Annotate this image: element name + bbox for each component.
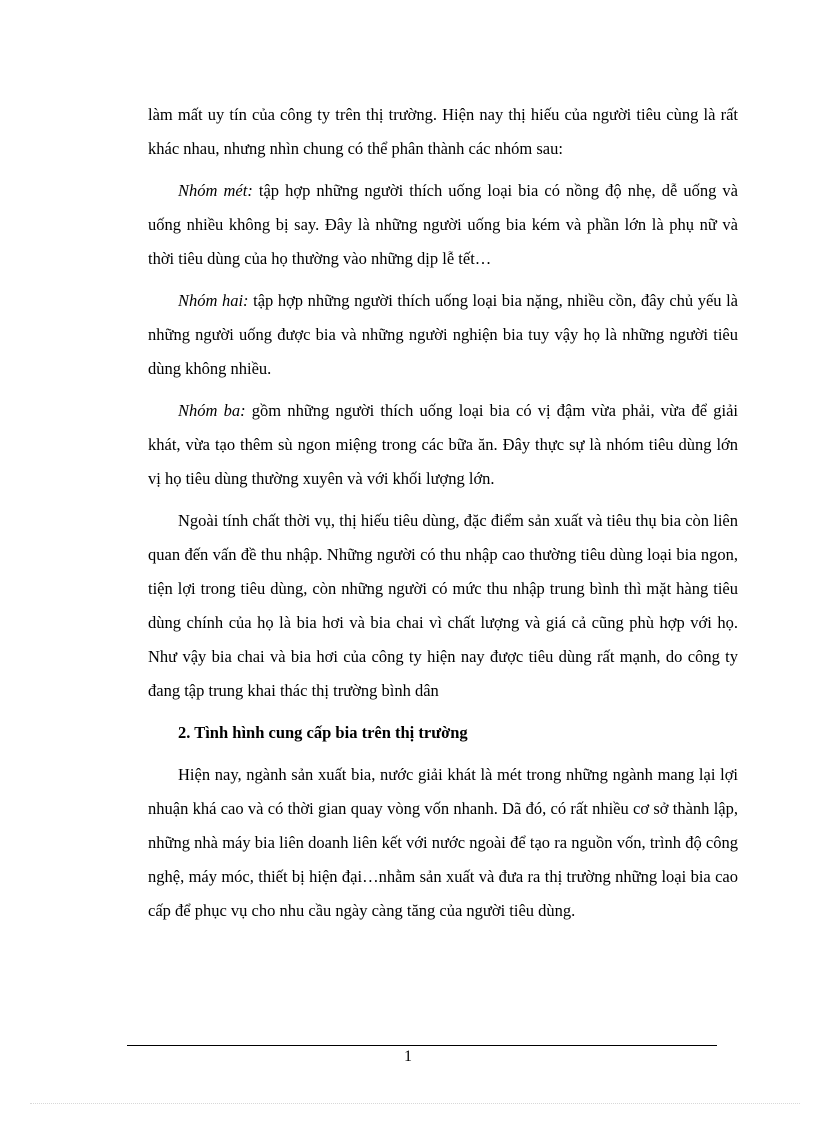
group-one-label: Nhóm mét: [178,181,253,200]
page-number: 1 [404,1048,412,1065]
group-two-text: tập hợp những người thích uống loại bia nặng, nhiều cồn, đây chủ yếu là những người uống được bia và những người nghiện bia tuy vậy họ là những người tiêu dùng không nhiều. [148,291,739,378]
group-three-label: Nhóm ba: [178,401,246,420]
paragraph-income: Ngoài tính chất thời vụ, thị hiếu tiêu dùng, đặc điểm sản xuất và tiêu thụ bia còn liên quan đến vấn đề thu nhập. Những người có thu nhập cao thường tiêu dùng loại bia ngon, tiện lợi trong tiêu dùng, còn những người có mức thu nhập trung bình thì mặt hàng tiêu dùng chính của họ là bia hơi và bia chai vì chất lượng và giá cả cũng phù hợp với họ. Như vậy bia chai và bia hơi của công ty hiện nay được tiêu dùng rất mạnh, do công ty đang tập trung khai thác thị trường bình dân [148,511,738,700]
footer-divider [127,1045,717,1046]
section-heading: 2. Tình hình cung cấp bia trên thị trường [178,723,468,742]
paragraph-intro: làm mất uy tín của công ty trên thị trường. Hiện nay thị hiếu của người tiêu cùng là rất khác nhau, nhưng nhìn chung có thể phân thành các nhóm sau: [148,105,738,158]
paragraph-group-one [148,174,738,276]
paragraph-group-two [148,284,738,386]
group-three-text: gồm những người thích uống loại bia có vị đậm vừa phải, vừa để giải khát, vừa tạo thêm sù ngon miệng trong các bữa ăn. Đây thực sự là nhóm tiêu dùng lớn vị họ tiêu dùng thường xuyên và với khối lượng lớn. [148,401,738,488]
page-bottom-border [30,1103,800,1104]
paragraph-group-three [148,394,738,496]
group-one-text: tập hợp những người thích uống loại bia có nồng độ nhẹ, dễ uống và uống nhiều không bị say. Đây là những người uống bia kém và phần lớn là phụ nữ và thời tiêu dùng của họ thường vào những dịp lễ tết… [148,181,738,268]
paragraph-supply: Hiện nay, ngành sản xuất bia, nước giải khát là mét trong những ngành mang lại lợi nhuận khá cao và có thời gian quay vòng vốn nhanh. Dã đó, có rất nhiều cơ sở thành lập, những nhà máy bia liên doanh liên kết với nước ngoài để tạo ra nguồn vốn, trình độ công nghệ, máy móc, thiết bị hiện đại…nhằm sản xuất và đưa ra thị trường những loại bia cao cấp để phục vụ cho nhu cầu ngày càng tăng của người tiêu dùng. [148,765,738,920]
document-body [148,98,738,936]
group-two-label: Nhóm hai: [178,291,249,310]
